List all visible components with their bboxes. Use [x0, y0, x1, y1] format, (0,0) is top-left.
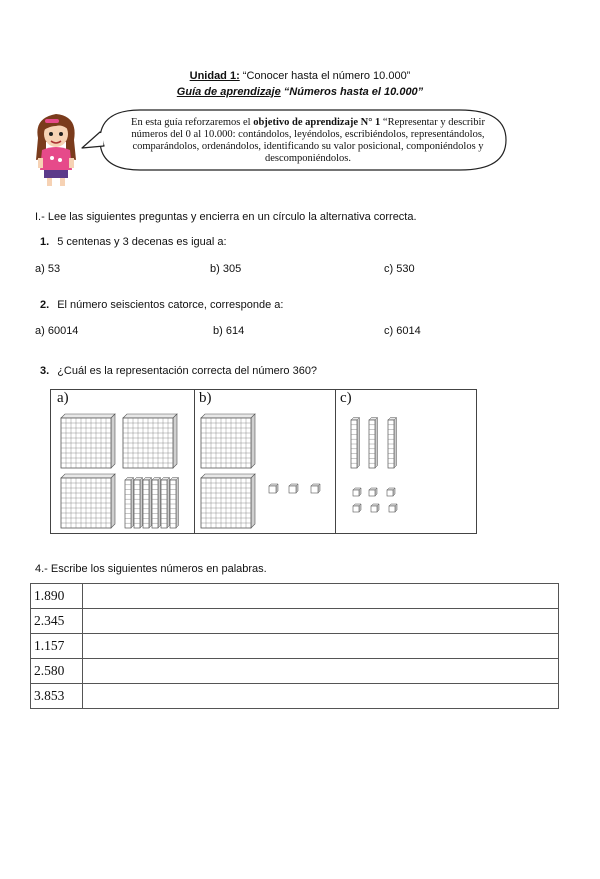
question-1-number: 1.: [40, 236, 50, 248]
guide-label: Guía de aprendizaje: [176, 86, 281, 98]
objective-label: objetivo de aprendizaje N° 1: [253, 117, 381, 128]
guide-text: “Números hasta el 10.000”: [280, 86, 424, 98]
unit-cube-block: [311, 484, 320, 493]
answer-cell[interactable]: [83, 634, 559, 659]
ten-rod-block: [134, 478, 143, 529]
unit-cube-block: [353, 504, 361, 512]
question-3: [40, 365, 317, 377]
girl-character-illustration: [28, 108, 84, 188]
question-2: [40, 299, 283, 311]
base-ten-blocks: [51, 390, 478, 535]
number-cell: 2.345: [31, 609, 83, 634]
unit-label: Unidad 1:: [189, 70, 240, 82]
hundred-flat-block: [61, 414, 115, 468]
question-1-text: 5 centenas y 3 decenas es igual a:: [57, 236, 227, 248]
number-cell: 2.580: [31, 659, 83, 684]
answer-cell[interactable]: [83, 684, 559, 709]
question-2-text: El número seiscientos catorce, corresponde a:: [57, 299, 284, 311]
number-words-table: [30, 583, 559, 709]
table-row: [31, 609, 559, 634]
question-1-option-a[interactable]: a) 53: [35, 263, 61, 275]
number-cell: 3.853: [31, 684, 83, 709]
ten-rod-block: [388, 418, 397, 469]
ten-rod-block: [125, 478, 134, 529]
unit-cube-block: [353, 488, 361, 496]
ten-rod-block: [351, 418, 360, 469]
table-row: [31, 584, 559, 609]
option-b-label[interactable]: b): [199, 390, 212, 406]
base-ten-figure: [50, 389, 477, 534]
answer-cell[interactable]: [83, 609, 559, 634]
number-cell: 1.157: [31, 634, 83, 659]
ten-rod-block: [143, 478, 152, 529]
question-2-option-c[interactable]: c) 6014: [384, 325, 421, 337]
question-2-number: 2.: [40, 299, 50, 311]
unit-cube-block: [371, 504, 379, 512]
question-1: [40, 236, 227, 248]
ten-rod-block: [170, 478, 179, 529]
hundred-flat-block: [61, 474, 115, 528]
question-2-option-b[interactable]: b) 614: [213, 325, 245, 337]
unit-cube-block: [369, 488, 377, 496]
unit-cube-block: [389, 504, 397, 512]
section-4-instruction: 4.- Escribe los siguientes números en palabras.: [35, 563, 267, 575]
unit-cube-block: [269, 484, 278, 493]
hundred-flat-block: [201, 414, 255, 468]
ten-rod-block: [152, 478, 161, 529]
table-row: [31, 634, 559, 659]
unit-cube-block: [289, 484, 298, 493]
question-2-option-a[interactable]: a) 60014: [35, 325, 79, 337]
hundred-flat-block: [201, 474, 255, 528]
table-row: [31, 684, 559, 709]
question-1-option-b[interactable]: b) 305: [210, 263, 242, 275]
option-a-label[interactable]: a): [57, 390, 69, 406]
section-1-instruction: I.- Lee las siguientes preguntas y encierra en un círculo la alternativa correcta.: [35, 211, 417, 223]
question-3-number: 3.: [40, 365, 50, 377]
guide-title: [0, 86, 600, 98]
objective-body: “Representar y describir números del 0 al 10.000: contándolos, leyéndolos, escribiéndolos, representándolos, comparándolos, ordenándolos, identificando su valor posicional, componiéndolos y descomponiéndolos.: [131, 117, 485, 164]
unit-text: “Conocer hasta el número 10.000”: [239, 70, 411, 82]
unit-cube-block: [387, 488, 395, 496]
question-3-text: ¿Cuál es la representación correcta del número 360?: [57, 365, 318, 377]
ten-rod-block: [161, 478, 170, 529]
number-cell: 1.890: [31, 584, 83, 609]
unit-title: [0, 70, 600, 82]
table-row: [31, 659, 559, 684]
answer-cell[interactable]: [83, 584, 559, 609]
option-c-label[interactable]: c): [340, 390, 352, 406]
ten-rod-block: [369, 418, 378, 469]
objective-text: [118, 117, 498, 165]
answer-cell[interactable]: [83, 659, 559, 684]
objective-intro: En esta guía reforzaremos el: [131, 117, 254, 128]
hundred-flat-block: [123, 414, 177, 468]
question-1-option-c[interactable]: c) 530: [384, 263, 415, 275]
